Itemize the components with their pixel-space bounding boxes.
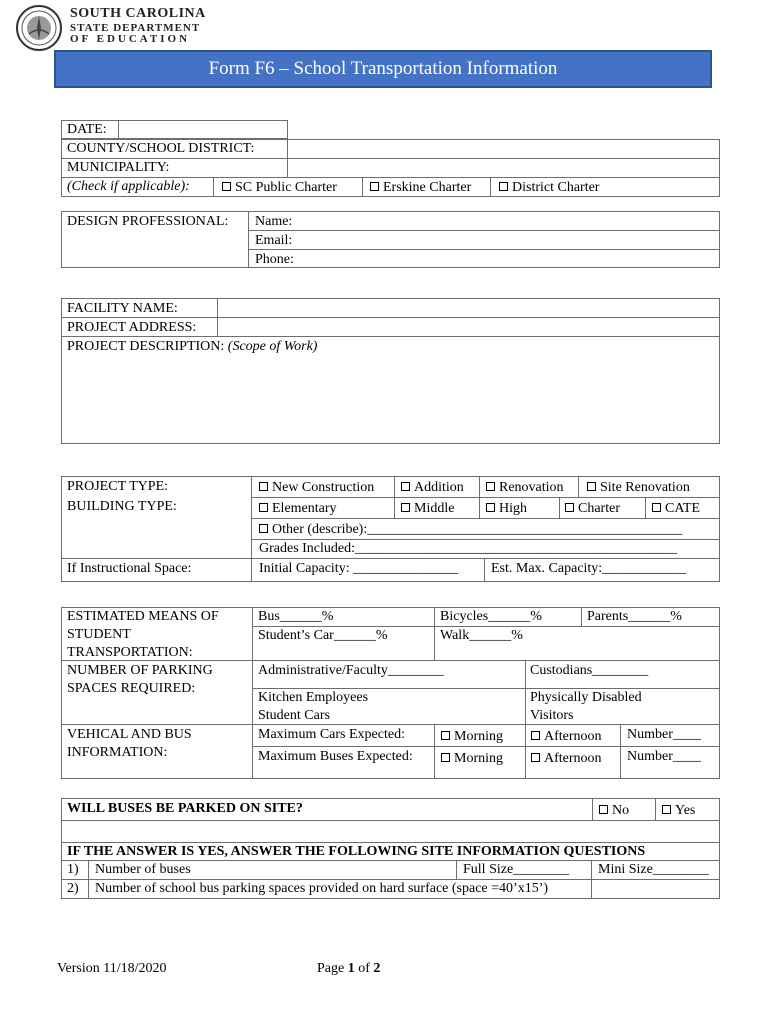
vehical-label-line2: INFORMATION: bbox=[67, 745, 168, 760]
name-field[interactable]: Name: bbox=[255, 214, 293, 229]
checkbox-icon[interactable] bbox=[259, 482, 268, 491]
date-label: DATE: bbox=[67, 122, 107, 137]
checkbox-icon[interactable] bbox=[499, 182, 508, 191]
question-1-label: Number of buses bbox=[95, 862, 191, 877]
checkbox-icon[interactable] bbox=[441, 731, 450, 740]
buses-parked-question: WILL BUSES BE PARKED ON SITE? bbox=[67, 801, 303, 816]
erskine-charter-option[interactable]: Erskine Charter bbox=[370, 180, 471, 196]
kitchen-employees-field[interactable]: Kitchen Employees bbox=[258, 690, 369, 705]
admin-faculty-field[interactable]: Administrative/Faculty________ bbox=[258, 663, 444, 678]
checkbox-icon[interactable] bbox=[531, 731, 540, 740]
mini-size-field[interactable]: Mini Size________ bbox=[598, 862, 709, 877]
project-address-field[interactable] bbox=[219, 318, 719, 335]
new-construction-option[interactable]: New Construction bbox=[259, 480, 374, 496]
checkbox-icon[interactable] bbox=[259, 524, 268, 533]
checkbox-icon[interactable] bbox=[401, 503, 410, 512]
checkbox-icon[interactable] bbox=[486, 503, 495, 512]
other-option[interactable]: Other (describe):_____________________________________________ bbox=[259, 522, 682, 538]
facility-name-field[interactable] bbox=[219, 299, 719, 316]
walk-field[interactable]: Walk______% bbox=[440, 628, 523, 643]
max-cars-label: Maximum Cars Expected: bbox=[258, 727, 405, 742]
high-option[interactable]: High bbox=[486, 501, 527, 517]
buses-number-field[interactable]: Number____ bbox=[627, 749, 701, 764]
buses-morning-option[interactable]: Morning bbox=[441, 751, 503, 767]
instructional-space-label: If Instructional Space: bbox=[67, 561, 192, 576]
question-2-field[interactable] bbox=[592, 880, 719, 898]
district-charter-option[interactable]: District Charter bbox=[499, 180, 599, 196]
vehical-label-line1: VEHICAL AND BUS bbox=[67, 727, 192, 742]
checkbox-icon[interactable] bbox=[441, 753, 450, 762]
middle-option[interactable]: Middle bbox=[401, 501, 454, 517]
county-field[interactable] bbox=[289, 140, 719, 157]
date-field[interactable] bbox=[119, 121, 287, 138]
max-buses-label: Maximum Buses Expected: bbox=[258, 749, 413, 764]
parking-label-line2: SPACES REQUIRED: bbox=[67, 681, 196, 696]
form-title: Form F6 – School Transportation Information bbox=[54, 50, 712, 88]
phone-field[interactable]: Phone: bbox=[255, 252, 294, 267]
no-option[interactable]: No bbox=[599, 803, 629, 819]
org-name-line3: OF EDUCATION bbox=[70, 33, 191, 45]
means-label-line3: TRANSPORTATION: bbox=[67, 645, 193, 660]
elementary-option[interactable]: Elementary bbox=[259, 501, 337, 517]
check-if-applicable-label: (Check if applicable): bbox=[67, 179, 190, 194]
initial-capacity-field[interactable]: Initial Capacity: _______________ bbox=[259, 561, 459, 576]
cate-option[interactable]: CATE bbox=[652, 501, 700, 517]
parents-field[interactable]: Parents______% bbox=[587, 609, 682, 624]
municipality-label: MUNICIPALITY: bbox=[67, 160, 170, 175]
org-name-line1: SOUTH CAROLINA bbox=[70, 6, 206, 21]
site-renovation-option[interactable]: Site Renovation bbox=[587, 480, 690, 496]
renovation-option[interactable]: Renovation bbox=[486, 480, 564, 496]
project-description-field[interactable] bbox=[62, 356, 718, 442]
addition-option[interactable]: Addition bbox=[401, 480, 464, 496]
custodians-field[interactable]: Custodians________ bbox=[530, 663, 649, 678]
municipality-field[interactable] bbox=[289, 159, 719, 176]
checkbox-icon[interactable] bbox=[531, 753, 540, 762]
page-indicator: Page 1 of 2 bbox=[317, 961, 381, 976]
student-cars-field[interactable]: Student Cars bbox=[258, 708, 330, 723]
org-name-line2: STATE DEPARTMENT bbox=[70, 22, 201, 34]
design-professional-label: DESIGN PROFESSIONAL: bbox=[67, 214, 229, 229]
checkbox-icon[interactable] bbox=[486, 482, 495, 491]
project-type-label: PROJECT TYPE: bbox=[67, 479, 169, 494]
cars-afternoon-option[interactable]: Afternoon bbox=[531, 729, 602, 745]
means-label-line1: ESTIMATED MEANS OF bbox=[67, 609, 219, 624]
bus-field[interactable]: Bus______% bbox=[258, 609, 334, 624]
checkbox-icon[interactable] bbox=[662, 805, 671, 814]
students-car-field[interactable]: Student’s Car______% bbox=[258, 628, 388, 643]
email-field[interactable]: Email: bbox=[255, 233, 293, 248]
parking-label-line1: NUMBER OF PARKING bbox=[67, 663, 213, 678]
checkbox-icon[interactable] bbox=[222, 182, 231, 191]
cars-morning-option[interactable]: Morning bbox=[441, 729, 503, 745]
grades-included-field[interactable]: Grades Included:______________________________________________ bbox=[259, 541, 678, 556]
charter-option[interactable]: Charter bbox=[565, 501, 620, 517]
if-yes-instructions: IF THE ANSWER IS YES, ANSWER THE FOLLOWING SITE INFORMATION QUESTIONS bbox=[67, 844, 646, 859]
project-description-label: PROJECT DESCRIPTION: (Scope of Work) bbox=[67, 339, 318, 354]
yes-option[interactable]: Yes bbox=[662, 803, 695, 819]
county-label: COUNTY/SCHOOL DISTRICT: bbox=[67, 141, 255, 156]
building-type-label: BUILDING TYPE: bbox=[67, 499, 177, 514]
facility-name-label: FACILITY NAME: bbox=[67, 301, 178, 316]
state-seal-logo bbox=[15, 4, 63, 52]
checkbox-icon[interactable] bbox=[370, 182, 379, 191]
means-label-line2: STUDENT bbox=[67, 627, 131, 642]
sc-public-charter-option[interactable]: SC Public Charter bbox=[222, 180, 337, 196]
checkbox-icon[interactable] bbox=[587, 482, 596, 491]
checkbox-icon[interactable] bbox=[259, 503, 268, 512]
version-text: Version 11/18/2020 bbox=[57, 961, 167, 976]
checkbox-icon[interactable] bbox=[401, 482, 410, 491]
full-size-field[interactable]: Full Size________ bbox=[463, 862, 570, 877]
buses-afternoon-option[interactable]: Afternoon bbox=[531, 751, 602, 767]
question-1-number: 1) bbox=[67, 862, 79, 877]
visitors-field[interactable]: Visitors bbox=[530, 708, 574, 723]
cars-number-field[interactable]: Number____ bbox=[627, 727, 701, 742]
physically-disabled-field[interactable]: Physically Disabled bbox=[530, 690, 642, 705]
question-2-number: 2) bbox=[67, 881, 79, 896]
checkbox-icon[interactable] bbox=[652, 503, 661, 512]
question-2-label: Number of school bus parking spaces provided on hard surface (space =40’x15’) bbox=[95, 881, 549, 896]
checkbox-icon[interactable] bbox=[599, 805, 608, 814]
checkbox-icon[interactable] bbox=[565, 503, 574, 512]
project-address-label: PROJECT ADDRESS: bbox=[67, 320, 197, 335]
max-capacity-field[interactable]: Est. Max. Capacity:____________ bbox=[491, 561, 687, 576]
bicycles-field[interactable]: Bicycles______% bbox=[440, 609, 542, 624]
